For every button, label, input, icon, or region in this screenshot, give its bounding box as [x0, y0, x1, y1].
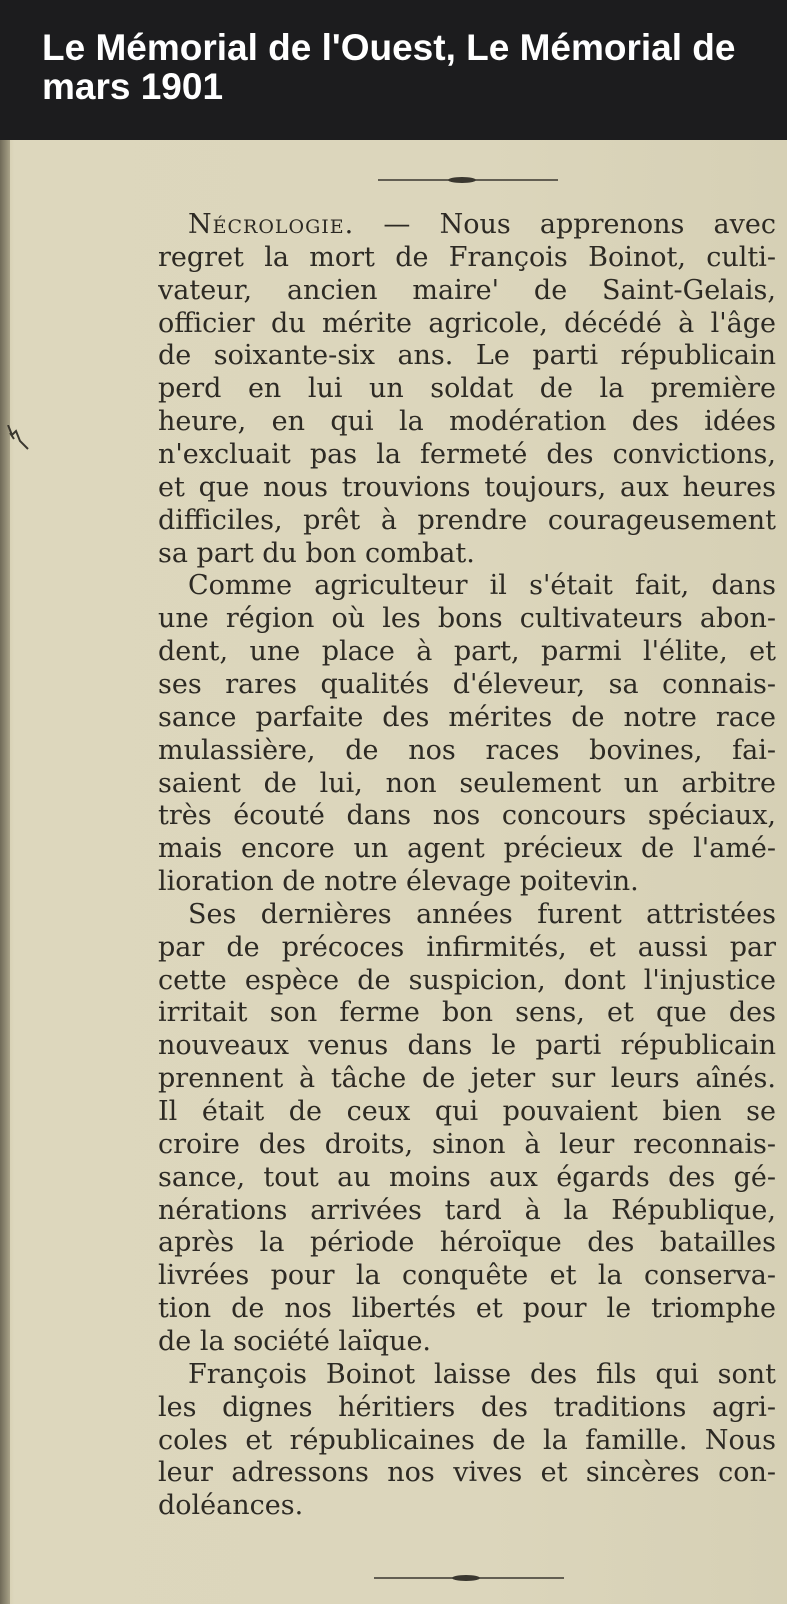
article-line: difficiles, prêt à prendre courageusement [158, 504, 776, 536]
article-line: de soixante-six ans. Le parti républicain [158, 340, 776, 372]
article-line-text: — Nous apprenons avec [354, 209, 776, 240]
article-line: officier du mérite agricole, décédé à l'âge [158, 307, 776, 339]
article-line: saient de lui, non seulement un arbitre [158, 767, 776, 799]
section-divider-top [378, 172, 558, 188]
article-line: ses rares qualités d'éleveur, sa connais- [158, 668, 776, 700]
article-line: et que nous trouvions toujours, aux heures [158, 471, 776, 503]
page-title [42, 28, 787, 106]
article-line: croire des droits, sinon à leur reconnais- [158, 1128, 776, 1160]
article-line: Ses dernières années furent attristées [188, 898, 776, 930]
article-line: regret la mort de François Boinot, culti- [158, 241, 776, 273]
article-line: nouveaux venus dans le parti républicain [158, 1030, 776, 1062]
page-title-line-2: mars 1901 [42, 66, 224, 107]
article-line: mulassière, de nos races bovines, fai- [158, 734, 776, 766]
article-line: heure, en qui la modération des idées [158, 406, 776, 438]
article-line: lioration de notre élevage poitevin. [158, 866, 639, 897]
article-line: tion de nos libertés et pour le triomphe [158, 1293, 776, 1324]
article-line: de la société laïque. [158, 1325, 432, 1357]
article-line: livrées pour la conquête et la conserva- [158, 1260, 776, 1292]
article-line: coles et républicaines de la famille. Nous [158, 1424, 776, 1456]
article-line: les dignes héritiers des traditions agri- [158, 1391, 776, 1423]
margin-mark-icon [0, 425, 30, 475]
page-binding-edge [0, 140, 10, 1604]
article-line: doléances. [158, 1490, 304, 1522]
article-line: très écouté dans nos concours spéciaux, [158, 800, 776, 832]
article-line: Il était de ceux qui pouvaient bien se [158, 1096, 776, 1127]
article-line: Comme agriculteur il s'était fait, dans [188, 570, 776, 602]
article-line: dent, une place à part, parmi l'élite, et [158, 636, 776, 668]
article-line: une région où les bons cultivateurs abon- [158, 603, 776, 635]
article-line: sa part du bon combat. [158, 537, 475, 569]
article-line: mais encore un agent précieux de l'amé- [158, 833, 776, 865]
article-line: n'excluait pas la fermeté des convictions, [158, 439, 776, 470]
article-heading: Nécrologie. [188, 209, 355, 240]
article-line: par de précoces infirmités, et aussi par [158, 931, 776, 963]
section-divider-bottom [374, 1570, 564, 1586]
article-line: perd en lui un soldat de la première [158, 373, 776, 405]
article-line: sance, tout au moins aux égards des gé- [158, 1161, 776, 1193]
article-line [188, 208, 776, 241]
article-line: vateur, ancien maire' de Saint-Gelais, [158, 274, 776, 306]
article-line: après la période héroïque des batailles [158, 1227, 776, 1259]
article-line: prennent à tâche de jeter sur leurs aînés. [158, 1063, 776, 1095]
article-line: nérations arrivées tard à la République, [158, 1194, 776, 1226]
article-line: leur adressons nos vives et sincères con- [158, 1457, 776, 1489]
article-line: François Boinot laisse des fils qui sont [188, 1358, 776, 1390]
title-bar [0, 0, 787, 140]
article-line: cette espèce de suspicion, dont l'injustice [158, 964, 776, 996]
newspaper-scan [0, 140, 787, 1604]
page-title-line-1: Le Mémorial de l'Ouest, Le Mémorial de [42, 27, 736, 68]
article-line: irritait son ferme bon sens, et que des [158, 997, 776, 1029]
article-line: sance parfaite des mérites de notre race [158, 701, 776, 733]
